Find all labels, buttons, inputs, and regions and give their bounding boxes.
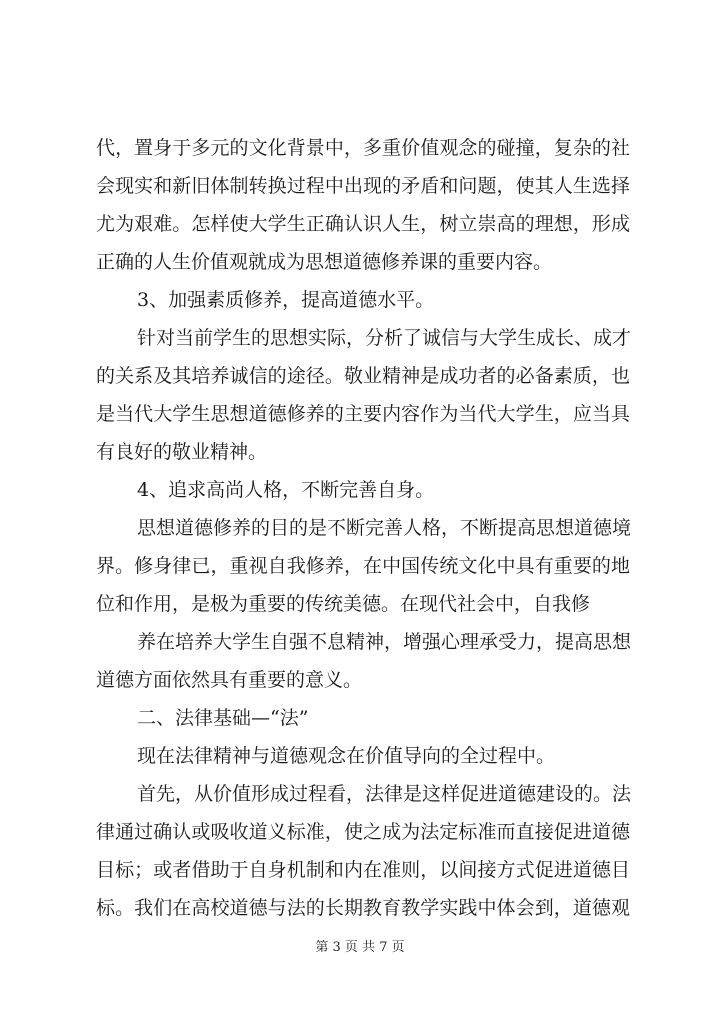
text-line: 首先，从价值形成过程看，法律是这样促进道德建设的。法 (137, 783, 632, 805)
text-line: 标。我们在高校道德与法的长期教育教学实践中体会到，道德观 (96, 897, 630, 919)
text-line: 尤为艰难。怎样使大学生正确认识人生，树立崇高的理想，形成 (96, 213, 630, 235)
text-line: 养在培养大学生自强不息精神，增强心理承受力，提高思想 (137, 631, 632, 653)
section-heading: 4、追求高尚人格，不断完善自身。 (137, 479, 435, 501)
text-line: 现在法律精神与道德观念在价值导向的全过程中。 (137, 745, 556, 767)
section-heading: 二、法律基础—“法” (137, 707, 309, 729)
text-line: 有良好的敬业精神。 (96, 441, 268, 463)
text-line: 代，置身于多元的文化背景中，多重价值观念的碰撞，复杂的社 (96, 137, 630, 159)
text-line: 界。修身律已，重视自我修养，在中国传统文化中具有重要的地 (96, 555, 630, 577)
page-number-footer: 第 3 页 共 7 页 (315, 940, 405, 955)
text-line: 位和作用，是极为重要的传统美德。在现代社会中，自我修 (96, 593, 591, 615)
text-line: 是当代大学生思想道德修养的主要内容作为当代大学生，应当具 (96, 403, 630, 425)
text-line: 会现实和新旧体制转换过程中出现的矛盾和问题，使其人生选择 (96, 175, 630, 197)
text-line: 思想道德修养的目的是不断完善人格，不断提高思想道德境 (137, 517, 632, 539)
text-line: 正确的人生价值观就成为思想道德修养课的重要内容。 (96, 251, 553, 273)
text-line: 道德方面依然具有重要的意义。 (96, 669, 363, 691)
section-heading: 3、加强素质修养，提高道德水平。 (137, 289, 435, 311)
text-line: 的关系及其培养诚信的途径。敬业精神是成功者的必备素质，也 (96, 365, 630, 387)
text-line: 律通过确认或吸收道义标准，使之成为法定标准而直接促进道德 (96, 821, 630, 843)
text-line: 目标；或者借助于自身机制和内在准则，以间接方式促进道德目 (96, 859, 630, 881)
text-line: 针对当前学生的思想实际，分析了诚信与大学生成长、成才 (137, 327, 632, 349)
